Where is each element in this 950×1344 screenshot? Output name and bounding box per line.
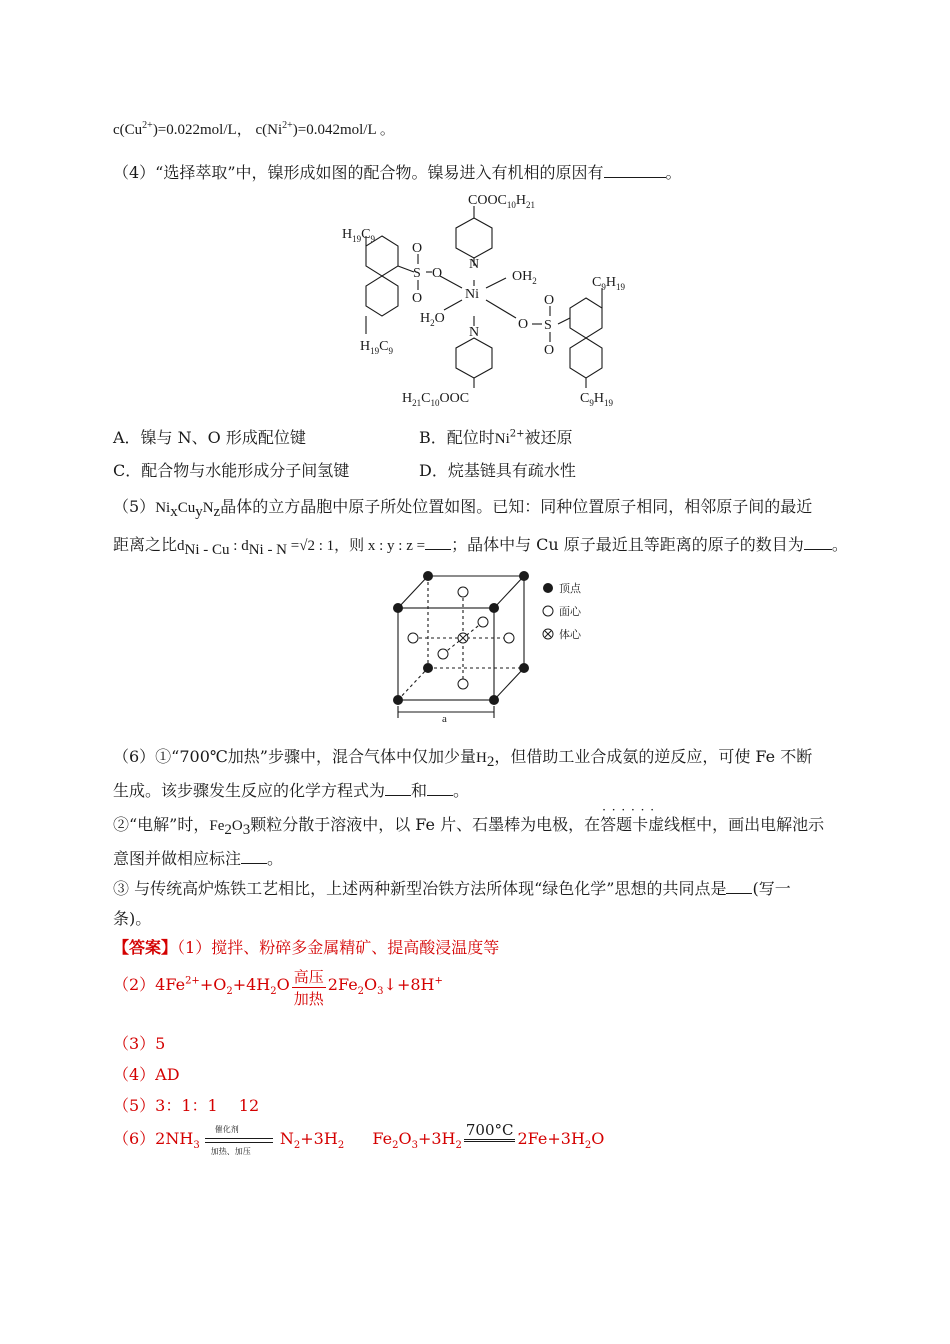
option-b: B．配位时$Ni^{2+}$被还原	[419, 428, 573, 447]
option-c: C．配合物与水能形成分子间氢键	[113, 461, 350, 480]
left-s-o-bottom: O	[412, 291, 423, 306]
question-6-line-3: ②“电解”时，$Fe_2O_3$颗粒分散于溶液中，以 Fe 片、石墨棒为电极，在答题卡虚线框 · · ·中，画出电解池示	[113, 812, 824, 839]
left-top-alkyl-label: $H_{19}C_9$	[342, 227, 375, 244]
bottom-n-label: N	[469, 325, 480, 340]
ni-center-label: Ni	[465, 287, 479, 302]
answer-3: （3）5	[113, 1034, 166, 1053]
question-5-line-2: 距离之比$d_{Ni - Cu}$ : $d_{Ni - N} =√2$ : 1，则 x : y : z = ；晶体中与 Cu 原子最近且等距离的原子的数目为 。	[113, 535, 848, 559]
right-top-alkyl-label: $C_9H_{19}$	[592, 275, 625, 292]
answer-5: （5）3：1：1 12	[113, 1096, 260, 1115]
question-6-line-1: （6）①“700℃加热”步骤中，混合气体中仅加少量$H_2$，但借助工业合成氨的逆反应，可使 Fe 不断	[113, 747, 813, 771]
bottom-ester-label: $H_{21}C_{10}OOC$	[402, 391, 470, 408]
left-bridge-o: O	[432, 266, 443, 281]
right-bridge-o: O	[518, 317, 529, 332]
question-6-line-6: 条)。	[113, 909, 152, 928]
question-6-line-5: ③ 与传统高炉炼铁工艺相比，上述两种新型冶铁方法所体现“绿色化学”思想的共同点是 (写一	[113, 879, 791, 898]
h2o-label: $H_2O$	[420, 311, 445, 328]
answer-2: $(2)4Fe^{2+}+O_2+4H_2O$ $\frac{\text{高压}}{\text{加热}}$ $2Fe_2O_3↓+8H^+$	[113, 968, 443, 1008]
option-a: A．镍与 N、O 形成配位键	[113, 428, 306, 447]
question-5-line-1: $(5)Ni_xCu_yN_z$晶体的立方晶胞中原子所处位置如图。已知：同种位置原子相同，相邻原子间的最近	[113, 497, 813, 521]
legend-face: 面心	[559, 606, 581, 618]
concentration-line: $c(Cu^{2+})=0.022mol/L$， $c(Ni^{2+})=0.042mol/L$ 。	[113, 120, 395, 138]
top-ester-label: $COOC_{10}H_{21}$	[468, 193, 536, 210]
right-s-label: S	[544, 318, 552, 333]
edge-length-label: a	[442, 713, 447, 725]
option-d: D．烷基链具有疏水性	[419, 461, 576, 480]
answer-6: $(6)2NH_3$ 催化剂 加热、加压 $N_2+3H_2$ $Fe_2O_3+3H_2$ 700°C $2Fe+3H_2O$	[113, 1121, 605, 1156]
question-4-text: （4）“选择萃取”中，镍形成如图的配合物。镍易进入有机相的原因有 。	[113, 163, 682, 182]
left-s-label: S	[413, 266, 421, 281]
left-bottom-alkyl-label: $H_{19}C_9$	[360, 339, 393, 356]
answer-4: （4）AD	[113, 1065, 180, 1084]
top-n-label: N	[469, 257, 480, 272]
legend-vertex: 顶点	[559, 583, 581, 595]
question-6-line-2: 生成。该步骤发生反应的化学方程式为 和 。	[113, 781, 470, 800]
oh2-label: $OH_2$	[512, 269, 537, 286]
unit-cell-diagram	[386, 566, 596, 726]
right-s-o-bottom: O	[544, 343, 555, 358]
question-6-line-4: 意图并做相应标注 。	[113, 849, 284, 868]
right-s-o-top: O	[544, 293, 555, 308]
left-s-o-top: O	[412, 241, 423, 256]
right-bottom-alkyl-label: $C_9H_{19}$	[580, 391, 613, 408]
answer-1: 【答案】（1）搅拌、粉碎多金属精矿、提高酸浸温度等	[113, 938, 500, 957]
nickel-complex-diagram	[336, 188, 656, 414]
legend-body: 体心	[559, 629, 581, 641]
equilibrium-arrow: 催化剂 加热、加压	[205, 1130, 275, 1150]
